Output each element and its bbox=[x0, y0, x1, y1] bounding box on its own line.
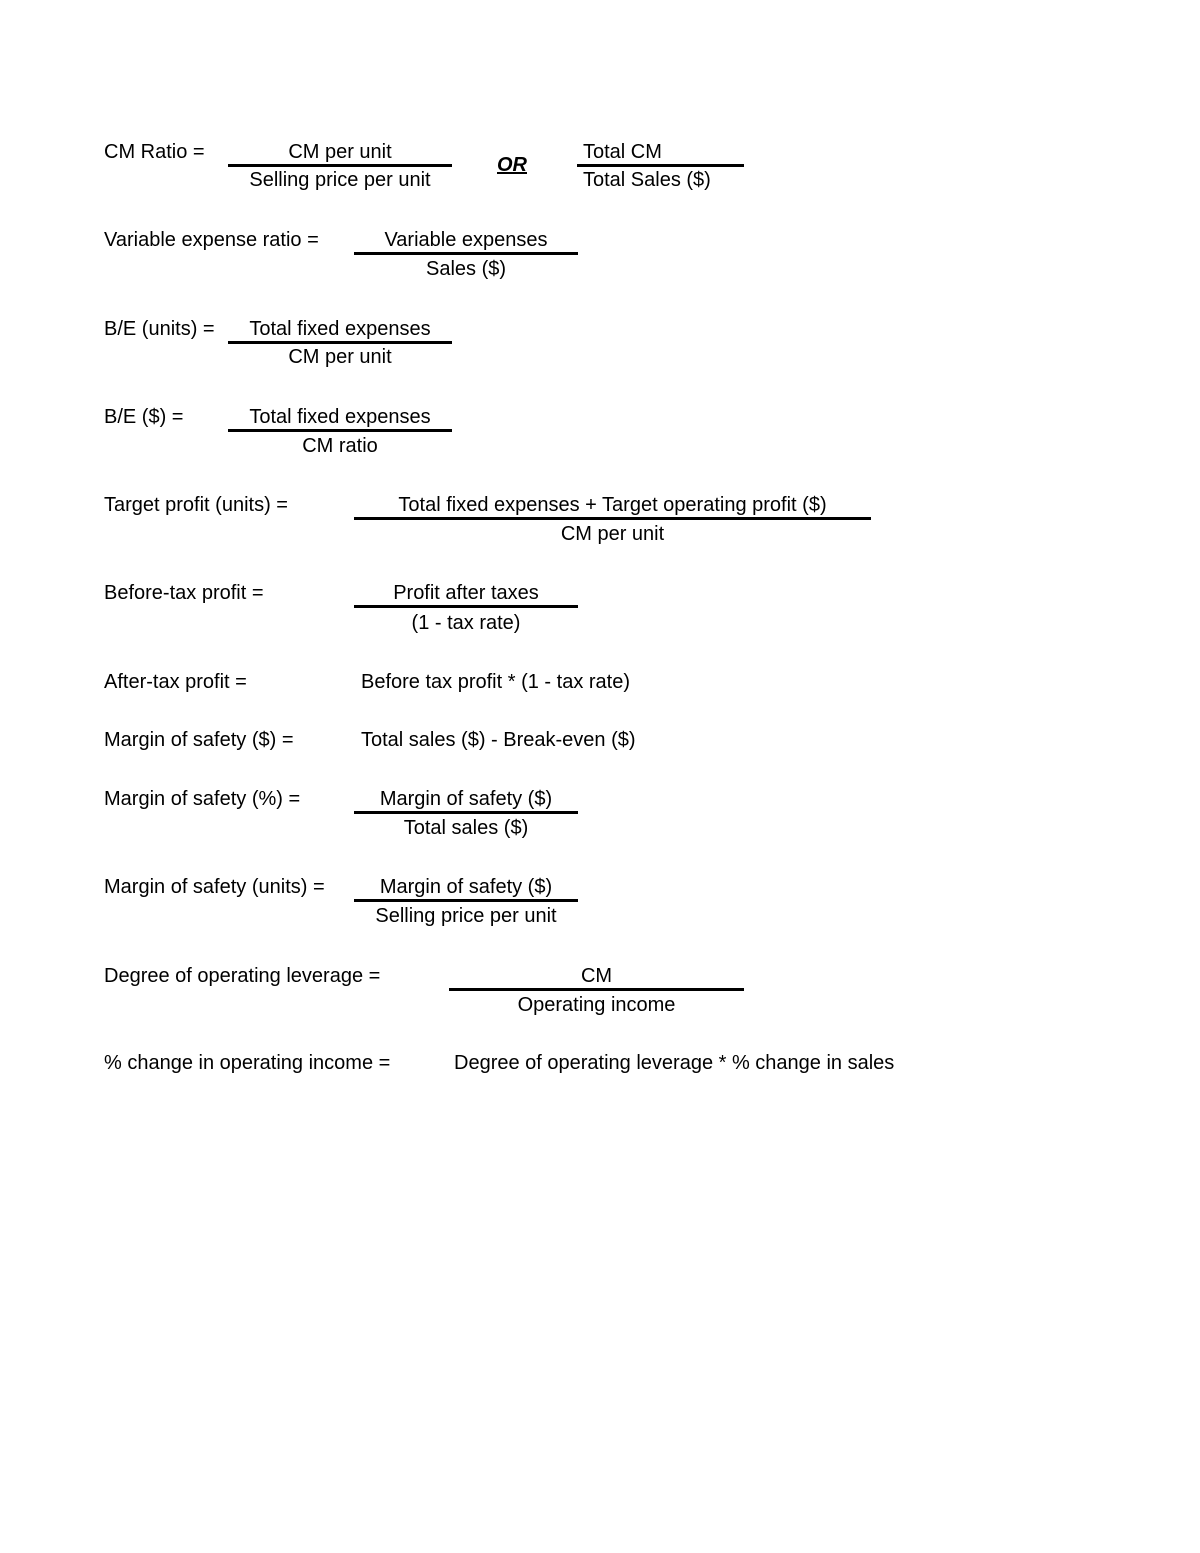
numerator: Total CM bbox=[583, 141, 662, 163]
numerator: CM bbox=[580, 965, 613, 987]
formula-label: % change in operating income = bbox=[104, 1052, 391, 1074]
fraction-bar bbox=[354, 252, 578, 255]
numerator: Variable expenses bbox=[384, 229, 548, 251]
formula-label: After-tax profit = bbox=[104, 671, 247, 693]
formula-label: CM Ratio = bbox=[104, 141, 205, 163]
numerator: CM per unit bbox=[288, 141, 392, 163]
fraction-bar bbox=[354, 605, 578, 608]
denominator: Total Sales ($) bbox=[583, 169, 711, 191]
formula-label: Degree of operating leverage = bbox=[104, 965, 381, 987]
numerator: Profit after taxes bbox=[393, 582, 539, 604]
denominator: Sales ($) bbox=[425, 258, 507, 280]
denominator: CM ratio bbox=[302, 435, 378, 457]
formula-expression: Degree of operating leverage * % change in sales bbox=[454, 1052, 895, 1074]
formula-label: B/E (units) = bbox=[104, 318, 215, 340]
formula-label: Margin of safety (%) = bbox=[104, 788, 301, 810]
fraction-bar bbox=[449, 988, 744, 991]
formula-label: B/E ($) = bbox=[104, 406, 184, 428]
denominator: CM per unit bbox=[560, 523, 665, 545]
numerator: Total fixed expenses bbox=[249, 318, 431, 340]
denominator: Total sales ($) bbox=[403, 817, 529, 839]
numerator: Margin of safety ($) bbox=[379, 788, 553, 810]
formula-expression: Total sales ($) - Break-even ($) bbox=[361, 729, 636, 751]
denominator: Selling price per unit bbox=[375, 905, 557, 927]
numerator: Total fixed expenses + Target operating profit ($) bbox=[398, 494, 827, 516]
denominator: CM per unit bbox=[288, 346, 392, 368]
formula-label: Margin of safety ($) = bbox=[104, 729, 294, 751]
numerator: Total fixed expenses bbox=[249, 406, 431, 428]
formula-label: Target profit (units) = bbox=[104, 494, 288, 516]
fraction-bar bbox=[354, 899, 578, 902]
denominator: Selling price per unit bbox=[249, 169, 431, 191]
denominator: Operating income bbox=[517, 994, 676, 1016]
formula-label: Before-tax profit = bbox=[104, 582, 264, 604]
numerator: Margin of safety ($) bbox=[379, 876, 553, 898]
formula-expression: Before tax profit * (1 - tax rate) bbox=[361, 671, 630, 693]
fraction-bar bbox=[354, 517, 871, 520]
formula-label: Variable expense ratio = bbox=[104, 229, 319, 251]
or-connector: OR bbox=[497, 154, 527, 176]
fraction-bar bbox=[354, 811, 578, 814]
fraction-bar bbox=[228, 429, 452, 432]
fraction-bar bbox=[228, 341, 452, 344]
formula-label: Margin of safety (units) = bbox=[104, 876, 325, 898]
fraction-bar bbox=[228, 164, 452, 167]
fraction-bar bbox=[577, 164, 744, 167]
denominator: (1 - tax rate) bbox=[411, 612, 521, 634]
